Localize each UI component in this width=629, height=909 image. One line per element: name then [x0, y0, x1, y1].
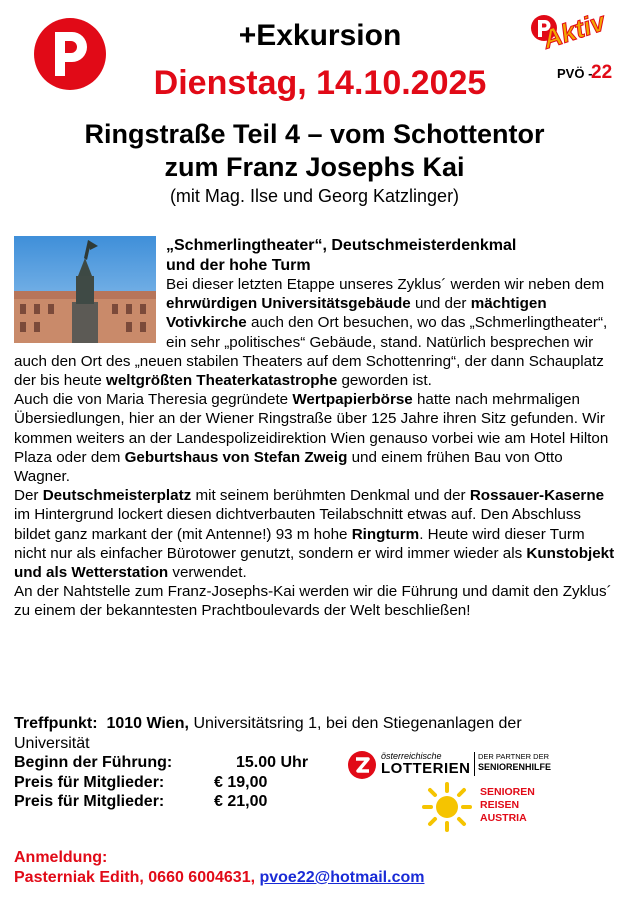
- lotterien-big: LOTTERIEN: [381, 760, 471, 777]
- price-members-value: € 19,00: [214, 773, 268, 791]
- meeting-point: [14, 714, 589, 753]
- lotterien-circle-icon: [347, 750, 377, 780]
- sun-icon: [422, 782, 472, 832]
- email-link[interactable]: pvoe22@hotmail.com: [259, 869, 425, 886]
- guides-line: (mit Mag. Ilse und Georg Katzlinger): [169, 186, 460, 206]
- paragraph-2: Auch die von Maria Theresia gegründete Wertpapierbörse hatte nach mehrmaligen Übersiedlungen, hier an der Wiener Ringstraße über 125 Jahre ihren Sitz gefunden. Wir kommen weiters an der Landespolizeidirektion Wien genauso vorbei wie am Hotel Hilton Plaza oder dem Geburtshaus von Stefan Zweig und einem frühen Bau von Otto Wagner.: [14, 391, 609, 486]
- event-date: Dienstag, 14.10.2025: [153, 64, 487, 102]
- paragraph-1: Bei dieser letzten Etappe unseres Zyklus´ werden wir neben dem ehrwürdigen Universitätsgebäude und der mächtigen Votivkirche auch den Ort besuchen, wo das „Schmerlingtheater“, ein sehr „politisches“ Gebäude, stand. Natürlich besprechen wir auch den Ort des „neuen stabilen Theaters auf dem Schottenring“, der dann Schauplatz der bis heute weltgrößten Theaterkatastrophe geworden ist.: [14, 276, 608, 390]
- article-lead-line-2: und der hohe Turm: [166, 256, 311, 274]
- sra-text: SENIOREN REISEN AUSTRIA: [480, 786, 535, 824]
- start-value: 15.00 Uhr: [236, 754, 309, 771]
- registration-contact: Pasterniak Edith, 0660 6004631, pvoe22@hotmail.com: [14, 869, 425, 886]
- paragraph-3: Der Deutschmeisterplatz mit seinem berühmten Denkmal und der Rossauer-Kaserne im Hintergrund lockert diesen dichtverbauten Teilabschnitt etwas auf. Den Abschluss bildet ganz markant der (mit Antenne!) 93 m hohe Ringturm. Heute wird dieser Turm nicht nur als einfacher Bürotower genutzt, sondern er wird immer wieder als Kunstobjekt und als Wetterstation verwendet.: [14, 487, 615, 582]
- paragraph-4: An der Nahtstelle zum Franz-Josephs-Kai werden wir die Führung und damit den Zyklus´ zu einem der bekanntesten Prachtboulevards der Welt beschließen!: [14, 583, 612, 620]
- lotterien-logo: [347, 750, 567, 780]
- article-lead-line-1: „Schmerlingtheater“, Deutschmeisterdenkmal: [166, 237, 517, 254]
- aktiv-word: Aktiv: [539, 6, 609, 55]
- senioren-reisen-logo: [422, 782, 562, 832]
- article-body: [14, 236, 616, 621]
- price-others-label: Preis für Mitglieder:: [14, 793, 165, 810]
- start-label: Beginn der Führung:: [14, 754, 173, 771]
- headline-line-2: zum Franz Josephs Kai: [164, 152, 465, 182]
- title-exkursion: +Exkursion: [238, 19, 402, 52]
- meeting-place: Universitätsring 1, bei den Stiegenanlagen der Universität: [14, 715, 522, 752]
- lotterien-partner-1: DER PARTNER DER: [478, 752, 549, 761]
- price-others-value: € 21,00: [214, 793, 268, 810]
- registration: [14, 848, 424, 888]
- aktiv-org: PVÖ -: [557, 66, 593, 81]
- price-members-label: Preis für Mitglieder:: [14, 773, 165, 791]
- lotterien-partner-2: SENIORENHILFE: [478, 762, 552, 772]
- p-aktiv-badge-icon: [527, 6, 617, 90]
- headline: [10, 118, 619, 184]
- meeting-label: Treffpunkt:: [14, 715, 98, 732]
- registration-label: Anmeldung:: [14, 849, 108, 866]
- lotterien-small: österreichische: [381, 751, 442, 761]
- p-logo-icon: [34, 18, 106, 90]
- aktiv-district: 22: [591, 62, 613, 83]
- headline-line-1: Ringstraße Teil 4 – vom Schottentor: [84, 119, 545, 149]
- meeting-place-bold: 1010 Wien,: [106, 715, 189, 732]
